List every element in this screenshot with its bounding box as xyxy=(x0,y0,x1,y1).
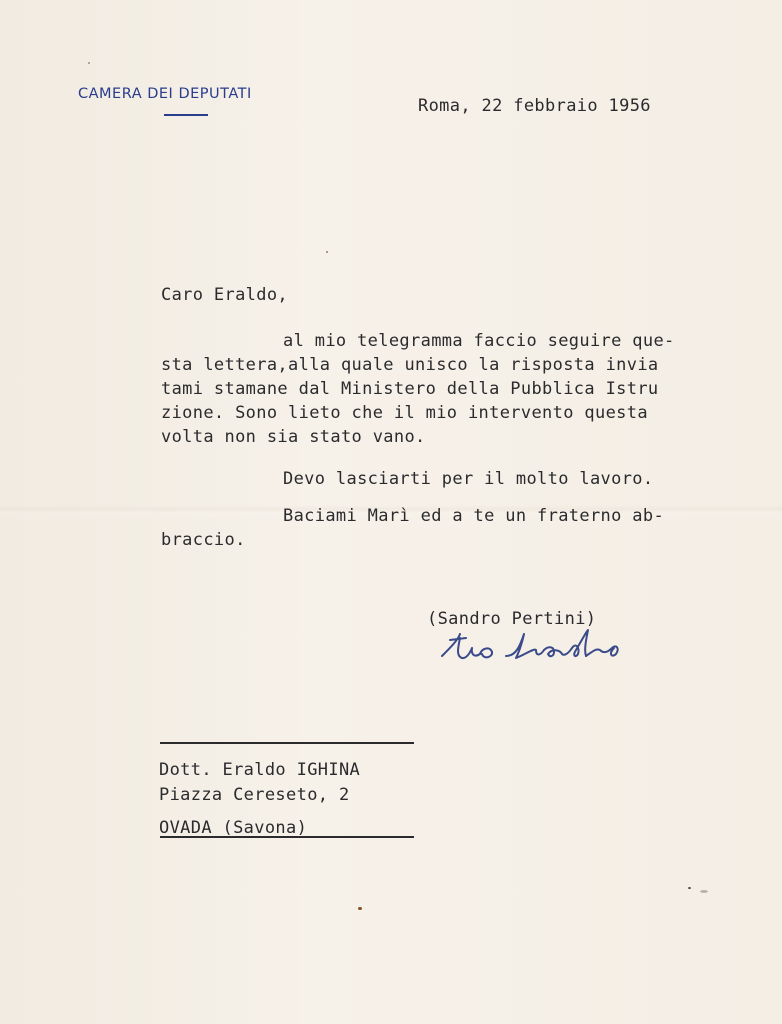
address-top-rule xyxy=(160,742,414,744)
typed-signature: (Sandro Pertini) xyxy=(427,609,597,629)
body-line-6: Baciami Marì ed a te un fraterno ab- xyxy=(283,506,665,526)
recipient-street: Piazza Cereseto, 2 xyxy=(159,785,350,805)
recipient-city: OVADA (Savona) xyxy=(159,818,308,838)
salutation: Caro Eraldo, xyxy=(161,285,289,305)
date-line: Roma, 22 febbraio 1956 xyxy=(418,96,651,116)
paper-speck xyxy=(688,887,691,889)
paper-speck xyxy=(700,890,708,893)
address-bottom-rule xyxy=(160,836,414,838)
body-line-1: al mio telegramma faccio seguire que- xyxy=(283,331,675,351)
body-paragraph-2: Devo lasciarti per il molto lavoro. xyxy=(283,469,654,489)
letterhead-title: CAMERA DEI DEPUTATI xyxy=(78,86,252,102)
paper-speck xyxy=(88,62,90,64)
letterhead-underline xyxy=(164,114,208,116)
handwritten-signature xyxy=(436,626,626,670)
body-line-7: braccio. xyxy=(161,530,246,550)
body-line-2: sta lettera,alla quale unisco la risposta invia xyxy=(161,355,659,375)
body-line-5: volta non sia stato vano. xyxy=(161,427,426,447)
paper-speck xyxy=(358,907,362,910)
body-line-3: tami stamane dal Ministero della Pubblica Istru xyxy=(161,379,659,399)
paper-speck xyxy=(326,251,328,253)
body-line-4: zione. Sono lieto che il mio intervento questa xyxy=(161,403,648,423)
recipient-name: Dott. Eraldo IGHINA xyxy=(159,760,361,780)
